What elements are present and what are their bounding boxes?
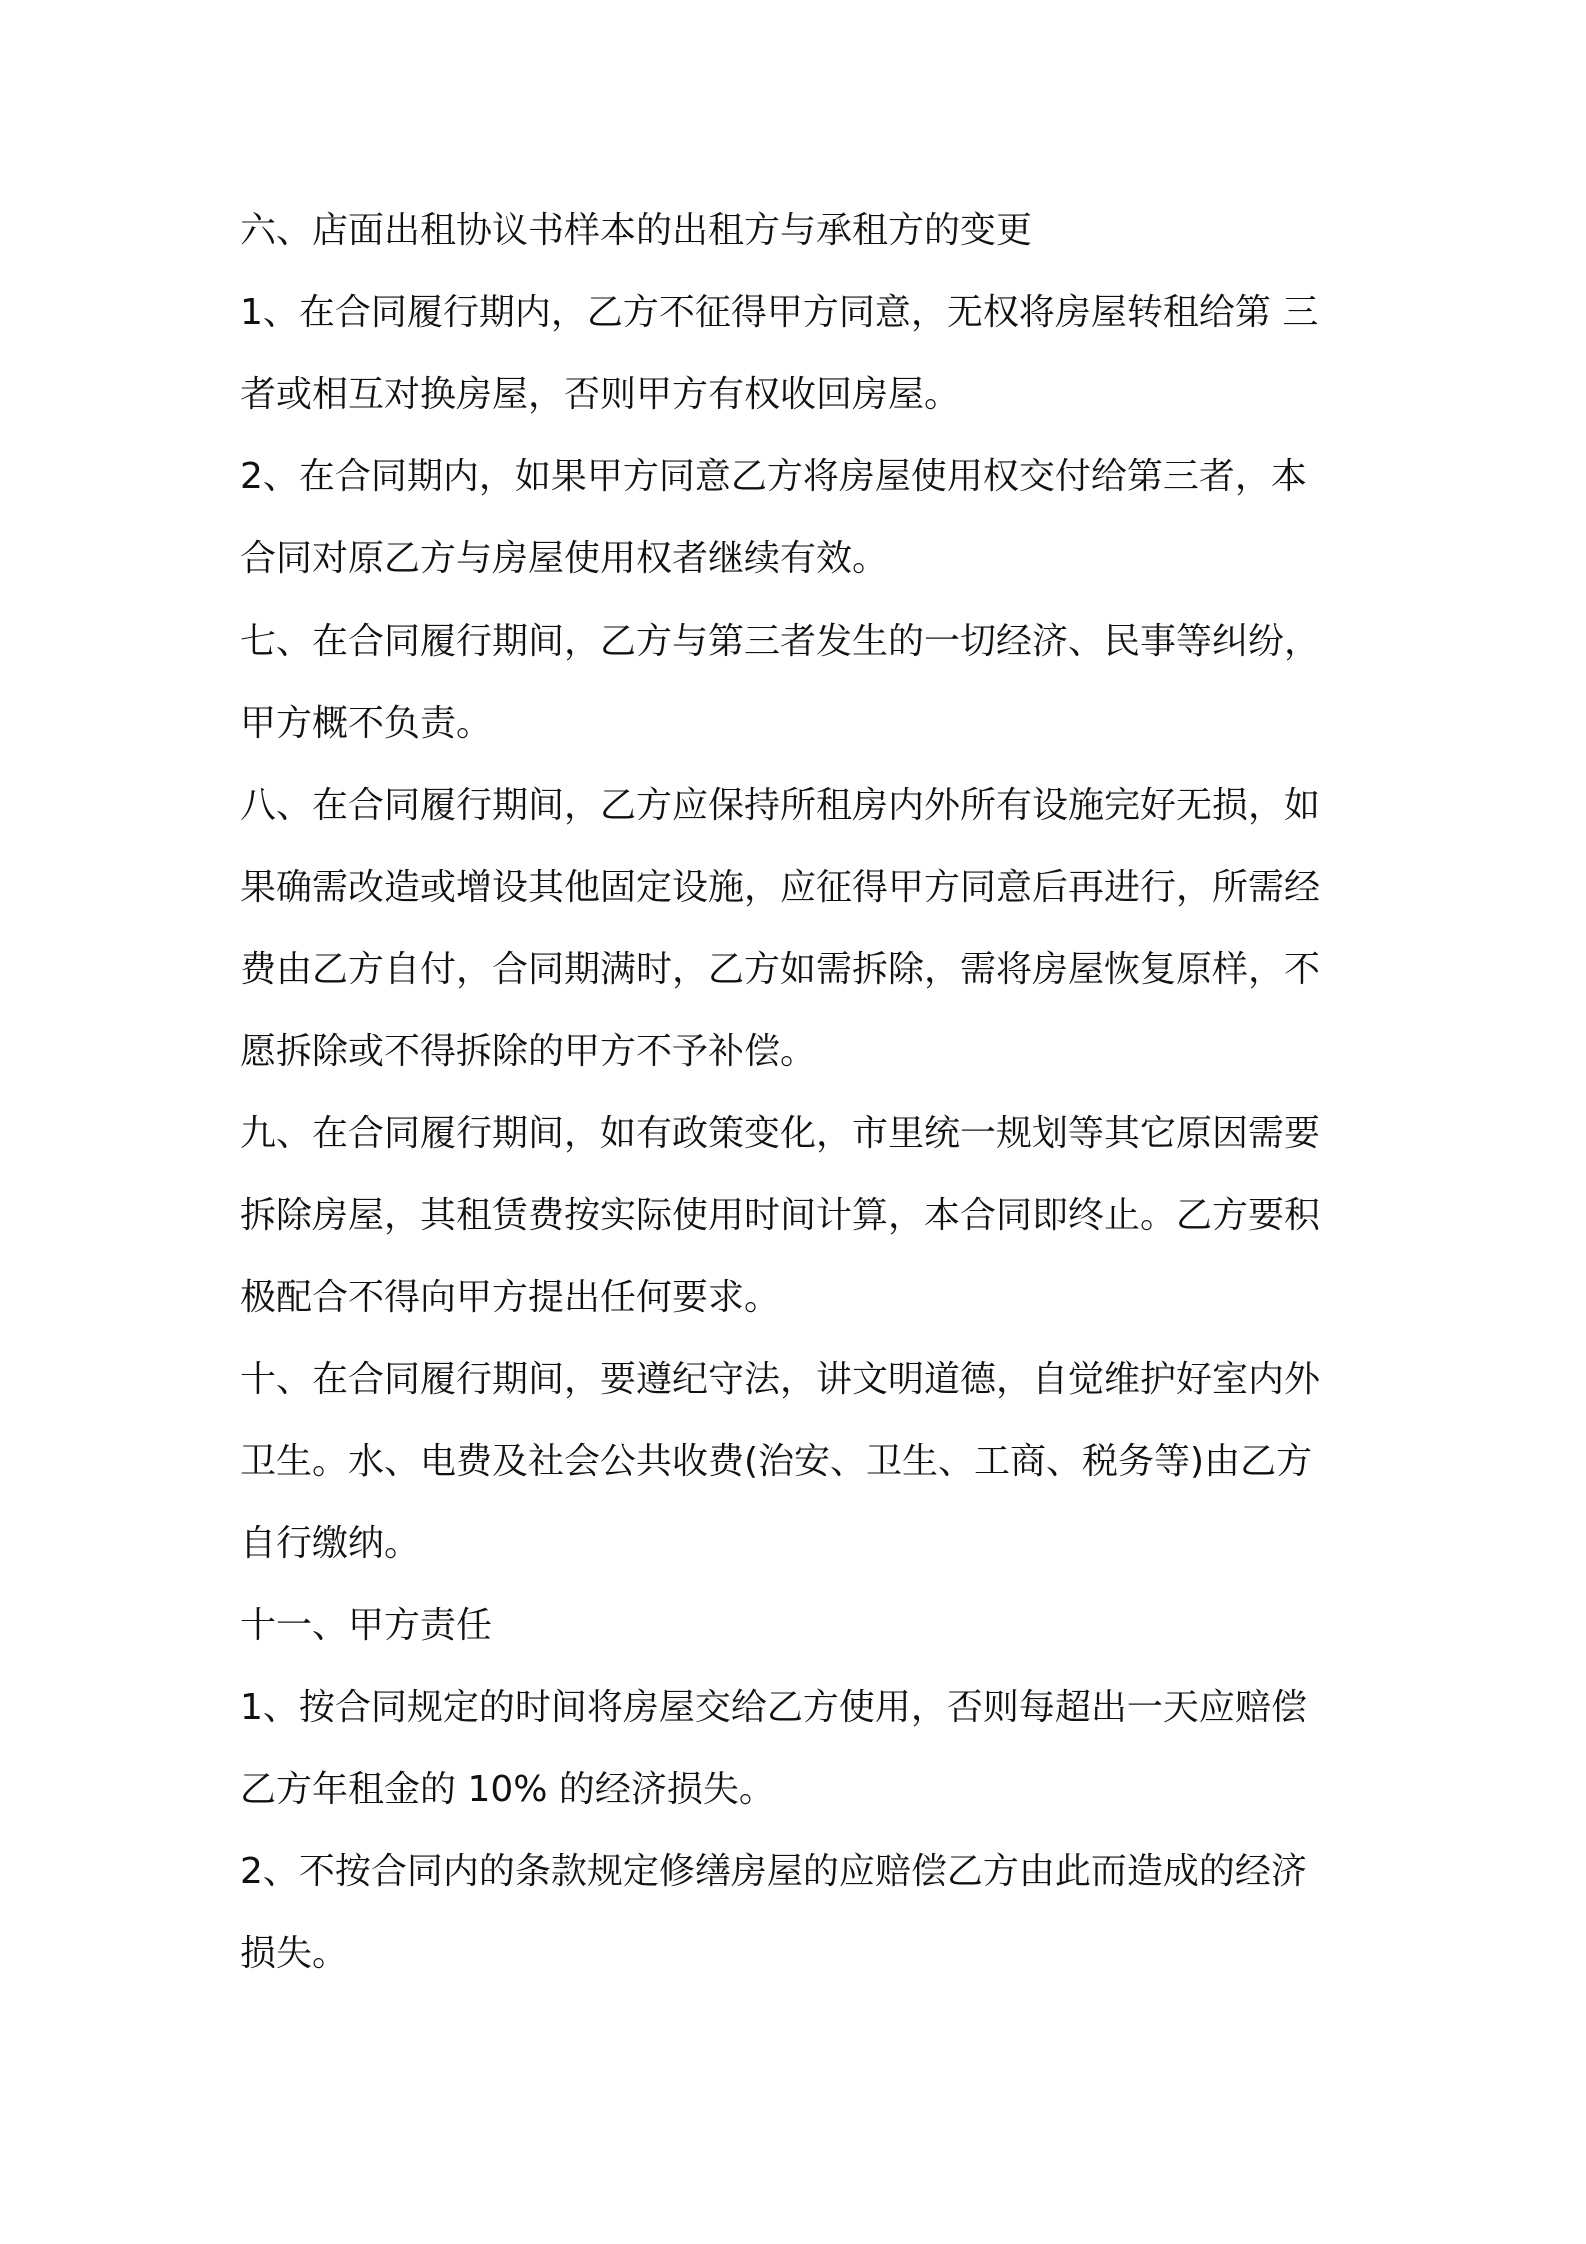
text-line: 2、在合同期内，如果甲方同意乙方将房屋使用权交付给第三者，本 bbox=[240, 456, 1307, 497]
text-line: 合同对原乙方与房屋使用权者继续有效。 bbox=[240, 538, 889, 579]
text-line: 2、不按合同内的条款规定修缮房屋的应赔偿乙方由此而造成的经济 bbox=[240, 1851, 1307, 1892]
text-line: 愿拆除或不得拆除的甲方不予补偿。 bbox=[240, 1031, 817, 1072]
text-line: 六、店面出租协议书样本的出租方与承租方的变更 bbox=[240, 210, 1033, 251]
text-line: 卫生。水、电费及社会公共收费(治安、卫生、工商、税务等)由乙方 bbox=[240, 1441, 1313, 1482]
text-line: 果确需改造或增设其他固定设施，应征得甲方同意后再进行，所需经 bbox=[240, 867, 1321, 908]
text-line: 八、在合同履行期间，乙方应保持所租房内外所有设施完好无损，如 bbox=[240, 785, 1321, 826]
text-line: 费由乙方自付，合同期满时，乙方如需拆除，需将房屋恢复原样，不 bbox=[240, 949, 1321, 990]
text-line: 十、在合同履行期间，要遵纪守法，讲文明道德，自觉维护好室内外 bbox=[240, 1359, 1321, 1400]
text-line: 甲方概不负责。 bbox=[240, 703, 493, 744]
text-line: 极配合不得向甲方提出任何要求。 bbox=[240, 1277, 781, 1318]
text-line: 乙方年租金的 10% 的经济损失。 bbox=[240, 1769, 775, 1810]
text-line: 拆除房屋，其租赁费按实际使用时间计算，本合同即终止。乙方要积 bbox=[240, 1195, 1321, 1236]
text-line: 九、在合同履行期间，如有政策变化，市里统一规划等其它原因需要 bbox=[240, 1113, 1321, 1154]
text-line: 十一、甲方责任 bbox=[240, 1605, 493, 1646]
text-line: 七、在合同履行期间，乙方与第三者发生的一切经济、民事等纠纷， bbox=[240, 621, 1321, 662]
text-line: 1、在合同履行期内，乙方不征得甲方同意，无权将房屋转租给第 三 bbox=[240, 292, 1319, 333]
text-line: 自行缴纳。 bbox=[240, 1523, 421, 1564]
text-line: 损失。 bbox=[240, 1933, 349, 1974]
text-line: 者或相互对换房屋，否则甲方有权收回房屋。 bbox=[240, 374, 961, 415]
text-line: 1、按合同规定的时间将房屋交给乙方使用，否则每超出一天应赔偿 bbox=[240, 1687, 1307, 1728]
